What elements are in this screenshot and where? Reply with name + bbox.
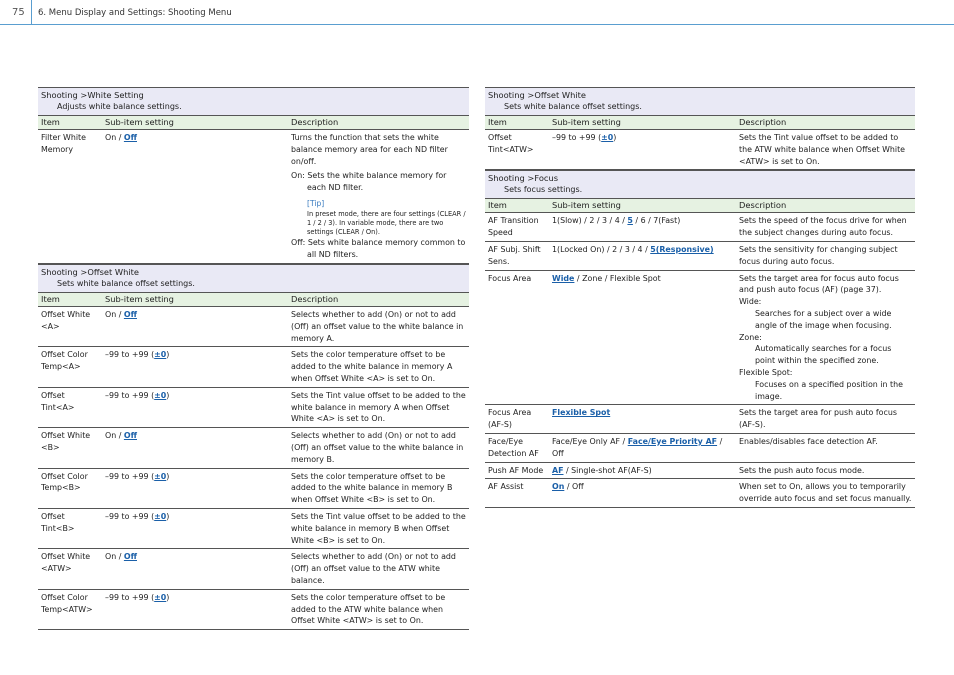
option-text: On / xyxy=(105,133,124,142)
default-value-link[interactable]: On xyxy=(552,482,565,492)
default-value-link[interactable]: ±0 xyxy=(154,390,167,400)
col-desc: Description xyxy=(739,200,787,211)
default-value-link[interactable]: AF xyxy=(552,465,564,475)
sub-setting xyxy=(549,479,736,507)
sub-setting xyxy=(549,213,736,241)
item-name: Offset Tint<A> xyxy=(41,390,75,412)
option-text: / Zone / Flexible Spot xyxy=(574,273,661,283)
default-value-link[interactable]: Off xyxy=(123,309,137,319)
section-title: Shooting >Offset White xyxy=(488,90,587,100)
default-value-link[interactable]: ±0 xyxy=(154,511,167,521)
item-name: Offset Tint<ATW> xyxy=(488,133,534,154)
wide-text: Searches for a subject over a wide angle of the image when focusing. xyxy=(755,308,892,330)
default-value-link[interactable]: ±0 xyxy=(154,471,167,481)
option-text: On / xyxy=(105,552,124,562)
sub-setting xyxy=(102,388,288,427)
table-row xyxy=(38,548,469,588)
default-value-link[interactable]: 5(Responsive) xyxy=(650,244,714,254)
table-row xyxy=(485,404,915,433)
description xyxy=(288,130,469,263)
col-item: Item xyxy=(41,293,60,304)
desc-text: Turns the function that sets the white balance memory area for each ND filter on/off. xyxy=(291,133,448,166)
option-text: ) xyxy=(613,133,617,142)
description: Enables/disables face detection AF. xyxy=(739,436,878,446)
item-name: Offset Color Temp<A> xyxy=(41,350,88,372)
sub-setting xyxy=(549,130,736,169)
description: Sets the sensitivity for changing subject focus during auto focus. xyxy=(739,244,898,266)
description: When set to On, allows you to temporarily override auto focus and set focus manually. xyxy=(739,482,912,504)
sub-setting xyxy=(102,469,288,508)
default-value-link[interactable]: Off xyxy=(123,133,137,142)
section-subtitle: Adjusts white balance settings. xyxy=(57,102,182,111)
page-number: 75 xyxy=(12,7,25,18)
description: Sets the push auto focus mode. xyxy=(739,465,865,475)
wide-label: Wide: xyxy=(739,297,762,307)
col-item: Item xyxy=(488,117,507,127)
table-row xyxy=(485,478,915,507)
item-name: Face/Eye Detection AF xyxy=(488,436,539,458)
zone-text: Automatically searches for a focus point within the specified zone. xyxy=(755,344,892,366)
item-name: Offset White <B> xyxy=(41,431,91,452)
default-value-link[interactable]: ±0 xyxy=(154,592,167,602)
desc-on: On: Sets the white balance memory for each ND filter. xyxy=(291,171,447,193)
default-value-link[interactable]: Face/Eye Priority AF xyxy=(627,436,718,446)
option-text: –99 to +99 ( xyxy=(105,390,155,400)
flex-label: Flexible Spot: xyxy=(739,367,793,377)
option-text: On / xyxy=(105,431,124,441)
header-divider xyxy=(31,0,32,24)
sub-setting xyxy=(549,434,736,462)
table-row xyxy=(485,462,915,479)
column-header xyxy=(485,115,915,130)
sub-setting xyxy=(102,347,288,386)
option-text: 1(Slow) / 2 / 3 / 4 / xyxy=(552,216,628,226)
table-row xyxy=(38,427,469,467)
sub-setting xyxy=(549,405,736,433)
default-value-link[interactable]: ±0 xyxy=(601,133,614,142)
table-row xyxy=(38,346,469,386)
col-sub: Sub-item setting xyxy=(552,200,621,211)
table-row xyxy=(38,130,469,263)
default-value-link[interactable]: Wide xyxy=(552,273,575,283)
left-column xyxy=(38,87,469,630)
description: Sets the Tint value offset to be added to the ATW white balance when Offset White <ATW> is set to On. xyxy=(739,133,906,166)
option-text: –99 to +99 ( xyxy=(105,350,155,360)
chapter-title: 6. Menu Display and Settings: Shooting Menu xyxy=(38,8,232,18)
option-text: –99 to +99 ( xyxy=(105,592,155,602)
sub-setting xyxy=(102,590,288,629)
item-name: Focus Area (AF-S) xyxy=(488,408,532,430)
col-desc: Description xyxy=(739,117,787,127)
sub-setting xyxy=(102,549,288,588)
option-text: / Single-shot AF(AF-S) xyxy=(563,465,652,475)
offset-white-table xyxy=(38,264,469,630)
table-row xyxy=(38,307,469,346)
description: Sets the color temperature offset to be added to the white balance in memory A when Offset White <A> is set to On. xyxy=(291,350,453,383)
sub-setting xyxy=(102,428,288,467)
section-header xyxy=(485,170,915,198)
table-row xyxy=(38,387,469,427)
description: Sets the speed of the focus drive for when the subject changes during auto focus. xyxy=(739,216,907,238)
section-subtitle: Sets focus settings. xyxy=(504,185,583,195)
col-sub: Sub-item setting xyxy=(105,293,174,304)
option-text: ) xyxy=(166,350,170,360)
offset-white-table-cont xyxy=(485,87,915,170)
option-text: ) xyxy=(166,471,170,481)
sub-setting xyxy=(549,242,736,270)
sub-setting xyxy=(102,307,288,346)
section-header xyxy=(38,264,469,292)
table-row xyxy=(485,433,915,462)
option-text: –99 to +99 ( xyxy=(105,471,155,481)
description: Selects whether to add (On) or not to add (Off) an offset value to the ATW white balance. xyxy=(291,552,456,585)
description: Sets the Tint value offset to be added to the white balance in memory A when Offset White <A> is set to On. xyxy=(291,390,466,424)
col-sub: Sub-item setting xyxy=(105,117,174,127)
desc-text: Sets the target area for focus auto focus and push auto focus (AF) (page 37). xyxy=(739,273,899,295)
column-header xyxy=(38,292,469,307)
default-value-link[interactable]: Off xyxy=(123,431,137,441)
description: Sets the color temperature offset to be added to the white balance in memory B when Offset White <B> is set to On. xyxy=(291,471,453,505)
column-header xyxy=(485,198,915,213)
section-subtitle: Sets white balance offset settings. xyxy=(504,102,642,111)
option-text: / Off xyxy=(564,482,584,492)
right-column xyxy=(485,87,915,508)
item-name: Focus Area xyxy=(488,273,532,283)
tip-label: [Tip] xyxy=(307,198,325,208)
option-text: / 6 / 7(Fast) xyxy=(632,216,681,226)
col-desc: Description xyxy=(291,117,339,127)
option-text: ) xyxy=(166,390,170,400)
description: Selects whether to add (On) or not to add (Off) an offset value to the white balance in memory B. xyxy=(291,431,464,464)
table-row xyxy=(485,130,915,169)
option-text: On / xyxy=(105,309,124,319)
col-sub: Sub-item setting xyxy=(552,117,621,127)
option-text: –99 to +99 ( xyxy=(105,511,155,521)
table-row xyxy=(38,508,469,548)
description: Sets the target area for push auto focus (AF-S). xyxy=(739,408,897,430)
focus-table xyxy=(485,170,915,508)
page-header xyxy=(0,0,954,25)
item-name: Offset White <A> xyxy=(41,309,91,331)
section-title: Shooting >Offset White xyxy=(41,266,140,277)
description xyxy=(736,271,915,405)
sub-setting xyxy=(549,463,736,479)
sub-setting xyxy=(102,130,288,263)
description: Sets the color temperature offset to be added to the ATW white balance when Offset White <ATW> is set to On. xyxy=(291,592,446,626)
col-desc: Description xyxy=(291,293,339,304)
white-setting-table xyxy=(38,87,469,264)
item-name: AF Transition Speed xyxy=(488,216,539,238)
item-name: AF Assist xyxy=(488,482,524,492)
section-title: Shooting >Focus xyxy=(488,173,559,184)
section-title: Shooting >White Setting xyxy=(41,90,144,100)
section-subtitle: Sets white balance offset settings. xyxy=(57,278,195,288)
description: Selects whether to add (On) or not to add (Off) an offset value to the white balance in memory A. xyxy=(291,309,464,343)
option-text: ) xyxy=(166,511,170,521)
item-name: Push AF Mode xyxy=(488,465,544,475)
desc-off: Off: Sets white balance memory common to all ND filters. xyxy=(291,238,466,260)
default-value-link[interactable]: 5 xyxy=(627,216,633,226)
item-name: Offset White <ATW> xyxy=(41,552,91,574)
description: Sets the Tint value offset to be added to the white balance in memory B when Offset White <B> is set to On. xyxy=(291,511,466,545)
col-item: Item xyxy=(488,200,507,211)
table-row xyxy=(38,589,469,629)
flex-text: Focuses on a specified position in the image. xyxy=(755,379,903,401)
option-text: Face/Eye Only AF / xyxy=(552,436,628,446)
item-name: Offset Color Temp<ATW> xyxy=(41,592,93,614)
option-text: / Off xyxy=(552,436,723,458)
table-row xyxy=(485,213,915,241)
table-row xyxy=(38,468,469,508)
sub-setting xyxy=(549,271,736,405)
tip-text: In preset mode, there are four settings (CLEAR / 1 / 2 / 3). In variable mode, there are two settings (CLEAR / On). xyxy=(307,209,466,237)
table-row xyxy=(485,270,915,405)
item-name: Filter White Memory xyxy=(41,133,86,154)
sub-setting xyxy=(102,509,288,548)
default-value-link[interactable]: Flexible Spot xyxy=(552,408,611,418)
option-text: ) xyxy=(166,592,170,602)
item-name: AF Subj. Shift Sens. xyxy=(488,244,541,266)
zone-label: Zone: xyxy=(739,332,762,342)
item-name: Offset Tint<B> xyxy=(41,511,75,533)
option-text: –99 to +99 ( xyxy=(552,133,602,142)
default-value-link[interactable]: ±0 xyxy=(154,350,167,360)
section-header xyxy=(485,87,915,115)
section-header xyxy=(38,87,469,115)
column-header xyxy=(38,115,469,130)
default-value-link[interactable]: Off xyxy=(123,552,137,562)
option-text: 1(Locked On) / 2 / 3 / 4 / xyxy=(552,244,651,254)
col-item: Item xyxy=(41,117,60,127)
table-row xyxy=(485,241,915,270)
item-name: Offset Color Temp<B> xyxy=(41,471,88,493)
